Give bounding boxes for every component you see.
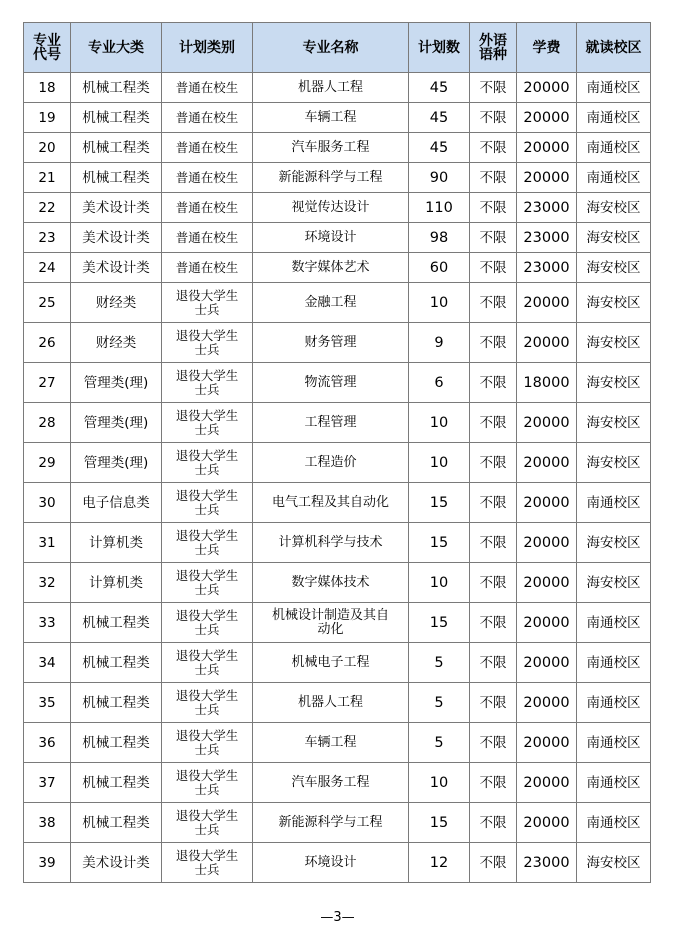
- cell-plan-count: 110: [409, 193, 470, 223]
- table-row: [24, 483, 651, 523]
- cell-tuition: 20000: [517, 283, 577, 323]
- table-body: [24, 73, 651, 883]
- table-row: [24, 403, 651, 443]
- cell-foreign-language: 不限: [470, 523, 517, 563]
- table-row: [24, 443, 651, 483]
- cell-plan-type: 退役大学生 士兵: [162, 643, 253, 683]
- cell-plan-type: 普通在校生: [162, 193, 253, 223]
- cell-major-name: 汽车服务工程: [253, 133, 409, 163]
- cell-plan-type: 普通在校生: [162, 163, 253, 193]
- cell-major-code: 19: [24, 103, 71, 133]
- cell-major-name: 工程造价: [253, 443, 409, 483]
- table-row: [24, 283, 651, 323]
- cell-plan-type: 退役大学生 士兵: [162, 603, 253, 643]
- cell-major-category: 机械工程类: [71, 723, 162, 763]
- cell-major-category: 电子信息类: [71, 483, 162, 523]
- cell-plan-count: 10: [409, 283, 470, 323]
- cell-major-code: 21: [24, 163, 71, 193]
- cell-plan-type: 普通在校生: [162, 253, 253, 283]
- cell-major-code: 22: [24, 193, 71, 223]
- cell-major-name: 车辆工程: [253, 723, 409, 763]
- cell-major-code: 18: [24, 73, 71, 103]
- cell-tuition: 20000: [517, 403, 577, 443]
- table-row: [24, 223, 651, 253]
- cell-major-category: 计算机类: [71, 523, 162, 563]
- cell-campus: 海安校区: [577, 563, 651, 603]
- table-row: [24, 803, 651, 843]
- cell-campus: 南通校区: [577, 643, 651, 683]
- cell-plan-type: 退役大学生 士兵: [162, 283, 253, 323]
- cell-campus: 南通校区: [577, 763, 651, 803]
- cell-campus: 南通校区: [577, 163, 651, 193]
- cell-major-code: 35: [24, 683, 71, 723]
- cell-plan-count: 12: [409, 843, 470, 883]
- cell-tuition: 20000: [517, 73, 577, 103]
- cell-foreign-language: 不限: [470, 763, 517, 803]
- cell-plan-count: 15: [409, 803, 470, 843]
- cell-major-name: 工程管理: [253, 403, 409, 443]
- table-row: [24, 73, 651, 103]
- cell-plan-count: 10: [409, 763, 470, 803]
- cell-major-name: 数字媒体技术: [253, 563, 409, 603]
- table-row: [24, 133, 651, 163]
- cell-major-code: 37: [24, 763, 71, 803]
- table-row: [24, 683, 651, 723]
- cell-plan-count: 15: [409, 483, 470, 523]
- cell-plan-count: 98: [409, 223, 470, 253]
- cell-campus: 海安校区: [577, 363, 651, 403]
- table-row: [24, 563, 651, 603]
- cell-campus: 海安校区: [577, 443, 651, 483]
- cell-foreign-language: 不限: [470, 683, 517, 723]
- cell-tuition: 23000: [517, 223, 577, 253]
- cell-tuition: 20000: [517, 103, 577, 133]
- cell-major-code: 30: [24, 483, 71, 523]
- cell-tuition: 23000: [517, 843, 577, 883]
- cell-campus: 海安校区: [577, 253, 651, 283]
- cell-major-category: 机械工程类: [71, 643, 162, 683]
- cell-foreign-language: 不限: [470, 403, 517, 443]
- cell-major-name: 机器人工程: [253, 73, 409, 103]
- table-row: [24, 253, 651, 283]
- cell-foreign-language: 不限: [470, 283, 517, 323]
- cell-foreign-language: 不限: [470, 483, 517, 523]
- cell-plan-type: 退役大学生 士兵: [162, 843, 253, 883]
- cell-plan-type: 退役大学生 士兵: [162, 563, 253, 603]
- cell-major-name: 车辆工程: [253, 103, 409, 133]
- cell-major-category: 美术设计类: [71, 193, 162, 223]
- cell-campus: 南通校区: [577, 723, 651, 763]
- cell-major-name: 财务管理: [253, 323, 409, 363]
- cell-plan-type: 退役大学生 士兵: [162, 483, 253, 523]
- cell-major-category: 管理类(理): [71, 363, 162, 403]
- cell-major-name: 视觉传达设计: [253, 193, 409, 223]
- cell-major-code: 39: [24, 843, 71, 883]
- cell-major-code: 38: [24, 803, 71, 843]
- cell-plan-type: 退役大学生 士兵: [162, 523, 253, 563]
- cell-plan-type: 退役大学生 士兵: [162, 723, 253, 763]
- cell-major-code: 34: [24, 643, 71, 683]
- cell-major-name: 机器人工程: [253, 683, 409, 723]
- cell-campus: 南通校区: [577, 603, 651, 643]
- cell-campus: 海安校区: [577, 223, 651, 253]
- cell-major-name: 环境设计: [253, 843, 409, 883]
- cell-foreign-language: 不限: [470, 643, 517, 683]
- cell-major-name: 汽车服务工程: [253, 763, 409, 803]
- cell-major-category: 机械工程类: [71, 763, 162, 803]
- cell-campus: 海安校区: [577, 193, 651, 223]
- cell-major-category: 机械工程类: [71, 133, 162, 163]
- cell-tuition: 20000: [517, 523, 577, 563]
- cell-major-category: 美术设计类: [71, 843, 162, 883]
- page-number: —3—: [320, 910, 355, 925]
- header-plan-type: 计划类别: [162, 23, 253, 73]
- cell-major-name: 新能源科学与工程: [253, 803, 409, 843]
- cell-tuition: 20000: [517, 683, 577, 723]
- table-row: [24, 643, 651, 683]
- cell-major-category: 机械工程类: [71, 803, 162, 843]
- cell-plan-type: 普通在校生: [162, 133, 253, 163]
- table-row: [24, 363, 651, 403]
- cell-major-code: 33: [24, 603, 71, 643]
- cell-plan-count: 9: [409, 323, 470, 363]
- table-row: [24, 723, 651, 763]
- cell-plan-count: 45: [409, 133, 470, 163]
- cell-foreign-language: 不限: [470, 133, 517, 163]
- cell-major-name: 机械设计制造及其自 动化: [253, 603, 409, 643]
- cell-major-name: 计算机科学与技术: [253, 523, 409, 563]
- cell-plan-type: 退役大学生 士兵: [162, 323, 253, 363]
- cell-campus: 海安校区: [577, 523, 651, 563]
- cell-campus: 南通校区: [577, 683, 651, 723]
- table-row: [24, 603, 651, 643]
- cell-plan-count: 45: [409, 73, 470, 103]
- cell-major-category: 管理类(理): [71, 403, 162, 443]
- cell-tuition: 20000: [517, 803, 577, 843]
- table-row: [24, 763, 651, 803]
- cell-foreign-language: 不限: [470, 723, 517, 763]
- cell-campus: 南通校区: [577, 133, 651, 163]
- cell-foreign-language: 不限: [470, 563, 517, 603]
- cell-tuition: 20000: [517, 443, 577, 483]
- header-foreign-language: 外语 语种: [470, 23, 517, 73]
- cell-major-code: 27: [24, 363, 71, 403]
- cell-major-category: 机械工程类: [71, 73, 162, 103]
- cell-plan-count: 6: [409, 363, 470, 403]
- cell-plan-type: 普通在校生: [162, 223, 253, 253]
- cell-tuition: 23000: [517, 193, 577, 223]
- header-plan-count: 计划数: [409, 23, 470, 73]
- cell-tuition: 20000: [517, 603, 577, 643]
- cell-campus: 海安校区: [577, 323, 651, 363]
- cell-campus: 海安校区: [577, 843, 651, 883]
- cell-major-code: 24: [24, 253, 71, 283]
- header-major-category: 专业大类: [71, 23, 162, 73]
- table-row: [24, 103, 651, 133]
- header-campus: 就读校区: [577, 23, 651, 73]
- header-tuition: 学费: [517, 23, 577, 73]
- cell-foreign-language: 不限: [470, 443, 517, 483]
- cell-plan-type: 退役大学生 士兵: [162, 683, 253, 723]
- header-major-name: 专业名称: [253, 23, 409, 73]
- table-row: [24, 843, 651, 883]
- cell-plan-count: 45: [409, 103, 470, 133]
- cell-major-code: 32: [24, 563, 71, 603]
- cell-campus: 南通校区: [577, 73, 651, 103]
- cell-foreign-language: 不限: [470, 163, 517, 193]
- cell-major-category: 美术设计类: [71, 253, 162, 283]
- cell-major-name: 电气工程及其自动化: [253, 483, 409, 523]
- cell-plan-count: 15: [409, 603, 470, 643]
- cell-tuition: 20000: [517, 643, 577, 683]
- cell-major-category: 计算机类: [71, 563, 162, 603]
- cell-plan-count: 10: [409, 563, 470, 603]
- cell-tuition: 20000: [517, 723, 577, 763]
- cell-major-code: 20: [24, 133, 71, 163]
- enrollment-plan-table: [23, 22, 651, 883]
- cell-major-category: 财经类: [71, 283, 162, 323]
- cell-major-code: 23: [24, 223, 71, 253]
- header-major-code: 专业 代号: [24, 23, 71, 73]
- table-row: [24, 523, 651, 563]
- cell-plan-count: 5: [409, 683, 470, 723]
- cell-plan-type: 退役大学生 士兵: [162, 403, 253, 443]
- cell-campus: 南通校区: [577, 483, 651, 523]
- cell-major-code: 26: [24, 323, 71, 363]
- table-row: [24, 193, 651, 223]
- cell-foreign-language: 不限: [470, 803, 517, 843]
- cell-major-code: 28: [24, 403, 71, 443]
- cell-major-name: 数字媒体艺术: [253, 253, 409, 283]
- cell-tuition: 20000: [517, 483, 577, 523]
- cell-major-category: 管理类(理): [71, 443, 162, 483]
- cell-plan-type: 退役大学生 士兵: [162, 363, 253, 403]
- cell-major-category: 机械工程类: [71, 683, 162, 723]
- cell-plan-count: 90: [409, 163, 470, 193]
- cell-major-category: 美术设计类: [71, 223, 162, 253]
- cell-tuition: 20000: [517, 563, 577, 603]
- cell-plan-count: 5: [409, 643, 470, 683]
- cell-foreign-language: 不限: [470, 103, 517, 133]
- cell-tuition: 20000: [517, 133, 577, 163]
- cell-tuition: 20000: [517, 323, 577, 363]
- cell-major-name: 物流管理: [253, 363, 409, 403]
- cell-major-category: 机械工程类: [71, 163, 162, 193]
- cell-major-name: 新能源科学与工程: [253, 163, 409, 193]
- cell-plan-type: 退役大学生 士兵: [162, 803, 253, 843]
- cell-tuition: 20000: [517, 163, 577, 193]
- table-row: [24, 323, 651, 363]
- cell-plan-type: 普通在校生: [162, 103, 253, 133]
- cell-major-category: 机械工程类: [71, 603, 162, 643]
- cell-plan-count: 15: [409, 523, 470, 563]
- cell-tuition: 23000: [517, 253, 577, 283]
- cell-major-code: 25: [24, 283, 71, 323]
- cell-tuition: 18000: [517, 363, 577, 403]
- cell-foreign-language: 不限: [470, 323, 517, 363]
- cell-campus: 南通校区: [577, 103, 651, 133]
- cell-foreign-language: 不限: [470, 73, 517, 103]
- cell-plan-type: 普通在校生: [162, 73, 253, 103]
- cell-plan-type: 退役大学生 士兵: [162, 763, 253, 803]
- cell-foreign-language: 不限: [470, 223, 517, 253]
- cell-major-name: 机械电子工程: [253, 643, 409, 683]
- cell-plan-count: 10: [409, 443, 470, 483]
- cell-major-name: 环境设计: [253, 223, 409, 253]
- cell-campus: 南通校区: [577, 803, 651, 843]
- cell-plan-type: 退役大学生 士兵: [162, 443, 253, 483]
- cell-plan-count: 5: [409, 723, 470, 763]
- cell-tuition: 20000: [517, 763, 577, 803]
- cell-plan-count: 60: [409, 253, 470, 283]
- cell-plan-count: 10: [409, 403, 470, 443]
- cell-foreign-language: 不限: [470, 603, 517, 643]
- cell-campus: 海安校区: [577, 283, 651, 323]
- header-row: [24, 23, 651, 73]
- cell-major-code: 31: [24, 523, 71, 563]
- cell-major-code: 36: [24, 723, 71, 763]
- cell-foreign-language: 不限: [470, 363, 517, 403]
- cell-major-name: 金融工程: [253, 283, 409, 323]
- cell-foreign-language: 不限: [470, 193, 517, 223]
- table-row: [24, 163, 651, 193]
- cell-major-category: 财经类: [71, 323, 162, 363]
- cell-foreign-language: 不限: [470, 843, 517, 883]
- cell-foreign-language: 不限: [470, 253, 517, 283]
- cell-major-code: 29: [24, 443, 71, 483]
- cell-campus: 海安校区: [577, 403, 651, 443]
- cell-major-category: 机械工程类: [71, 103, 162, 133]
